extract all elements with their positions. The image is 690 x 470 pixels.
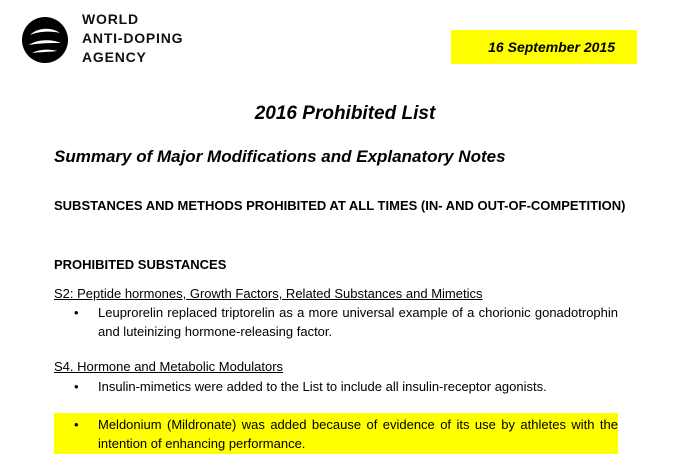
document-subtitle: Summary of Major Modifications and Explanatory Notes: [54, 147, 506, 166]
wada-logo: [22, 10, 192, 68]
list-item-text: Insulin-mimetics were added to the List to include all insulin-receptor agonists.: [98, 379, 547, 394]
category-s2-heading: S2: Peptide hormones, Growth Factors, Related Substances and Mimetics: [54, 286, 483, 301]
wada-logo-icon: [22, 17, 68, 63]
prohibited-substances-heading: PROHIBITED SUBSTANCES: [54, 257, 227, 272]
bullet-icon: •: [74, 417, 79, 432]
list-item-text: Leuprorelin replaced triptorelin as a more universal example of a chorionic gonadotrophin and luteinizing hormone-releasing factor.: [98, 305, 618, 339]
list-item-highlighted: [54, 413, 618, 454]
list-item-text: Meldonium (Mildronate) was added because of evidence of its use by athletes with the intention of enhancing performance.: [98, 417, 618, 451]
bullet-icon: •: [74, 305, 79, 320]
date-badge: 16 September 2015: [451, 30, 637, 64]
list-item: [54, 377, 618, 396]
category-s4-heading: S4. Hormone and Metabolic Modulators: [54, 359, 284, 374]
document-title: 2016 Prohibited List: [254, 103, 436, 124]
list-item: [54, 303, 618, 341]
logo-line-3: AGENCY: [82, 49, 147, 65]
logo-text: [82, 10, 183, 67]
bullet-icon: •: [74, 379, 79, 394]
section-heading: SUBSTANCES AND METHODS PROHIBITED AT ALL TIMES (IN- AND OUT-OF-COMPETITION): [54, 198, 626, 213]
logo-line-1: WORLD: [82, 11, 139, 27]
logo-line-2: ANTI-DOPING: [82, 30, 184, 46]
